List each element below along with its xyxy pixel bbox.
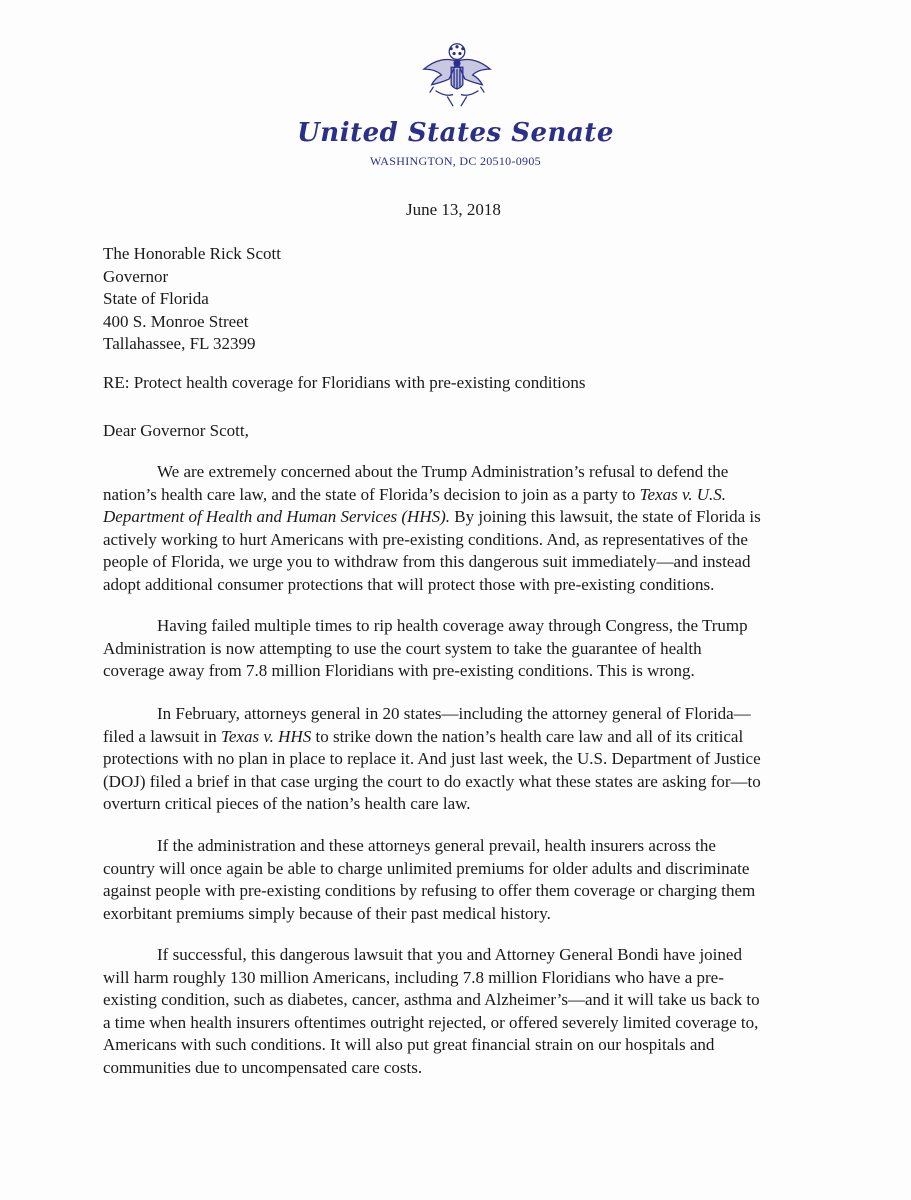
letterhead-title: United States Senate [297,118,614,148]
letter-date: June 13, 2018 [406,200,501,219]
text-line: communities due to uncompensated care costs. [103,1057,423,1077]
text-line: We are extremely concerned about the Trump Administration’s refusal to defend the [157,462,729,481]
text-line: coverage away from 7.8 million Floridians with pre-existing conditions. This is wrong. [103,661,695,680]
recipient-title: Governor [103,266,169,286]
text-line: Administration is now attempting to use the court system to take the guarantee of health [103,638,702,658]
text-line [103,484,803,507]
letterhead-address: WASHINGTON, DC 20510-0905 [370,154,541,168]
text-line: (DOJ) filed a brief in that case urging the court to do exactly what these states are asking for—to [103,771,761,791]
text-line: will harm roughly 130 million Americans, including 7.8 million Floridians who have a pre- [103,967,724,987]
subject-line: RE: Protect health coverage for Floridians with pre-existing conditions [103,373,586,392]
case-citation: Texas v. U.S. [639,484,727,504]
text-line [103,506,803,529]
recipient-org: State of Florida [103,289,209,308]
text-line: adopt additional consumer protections that will protect those with pre-existing conditions. [103,574,715,594]
paragraph-1 [103,461,803,596]
text-run: By joining this lawsuit, the state of Florida is [450,507,761,526]
text-line: protections with no plan in place to replace it. And just last week, the U.S. Department of Justice [103,749,761,768]
text-line: against people with pre-existing conditions by refusing to offer them coverage or charging them [103,881,756,900]
recipient-city: Tallahassee, FL 32399 [103,334,256,353]
paragraph-5 [103,944,803,1079]
paragraph-2 [103,615,803,683]
text-line: Americans with such conditions. It will also put great financial strain on our hospitals and [103,1035,715,1054]
text-run: filed a lawsuit in [103,726,222,746]
text-line: overturn critical pieces of the nation’s health care law. [103,794,471,813]
text-run: nation’s health care law, and the state of Florida’s decision to join as a party to [103,484,640,504]
text-line: exorbitant premiums simply because of their past medical history. [103,903,551,923]
text-line: a time when health insurers oftentimes outright rejected, or offered severely limited coverage to, [103,1012,759,1032]
paragraph-4 [103,835,803,925]
text-line: people of Florida, we urge you to withdraw from this dangerous suit immediately—and instead [103,552,751,571]
text-line: If the administration and these attorneys general prevail, health insurers across the [157,836,716,855]
senate-seal-icon [418,36,496,114]
salutation: Dear Governor Scott, [103,421,249,440]
text-line: In February, attorneys general in 20 states—including the attorney general of Florida— [157,704,751,723]
text-line: If successful, this dangerous lawsuit that you and Attorney General Bondi have joined [157,945,742,964]
recipient-address [103,243,281,356]
text-line: existing condition, such as diabetes, cancer, asthma and Alzheimer’s—and it will take us back to [103,990,760,1009]
text-line: country will once again be able to charge unlimited premiums for older adults and discriminate [103,858,750,878]
text-run: to strike down the nation’s health care law and all of its critical [311,726,744,746]
text-line: Having failed multiple times to rip health coverage away through Congress, the Trump [157,616,748,635]
case-citation: Texas v. HHS [221,726,312,746]
paragraph-3 [103,703,803,816]
text-line [103,726,803,749]
recipient-street: 400 S. Monroe Street [103,311,249,331]
case-citation: Department of Health and Human Services (HHS). [103,507,451,526]
recipient-name: The Honorable Rick Scott [103,244,281,263]
text-line: actively working to hurt Americans with pre-existing conditions. And, as representatives of the [103,529,748,549]
